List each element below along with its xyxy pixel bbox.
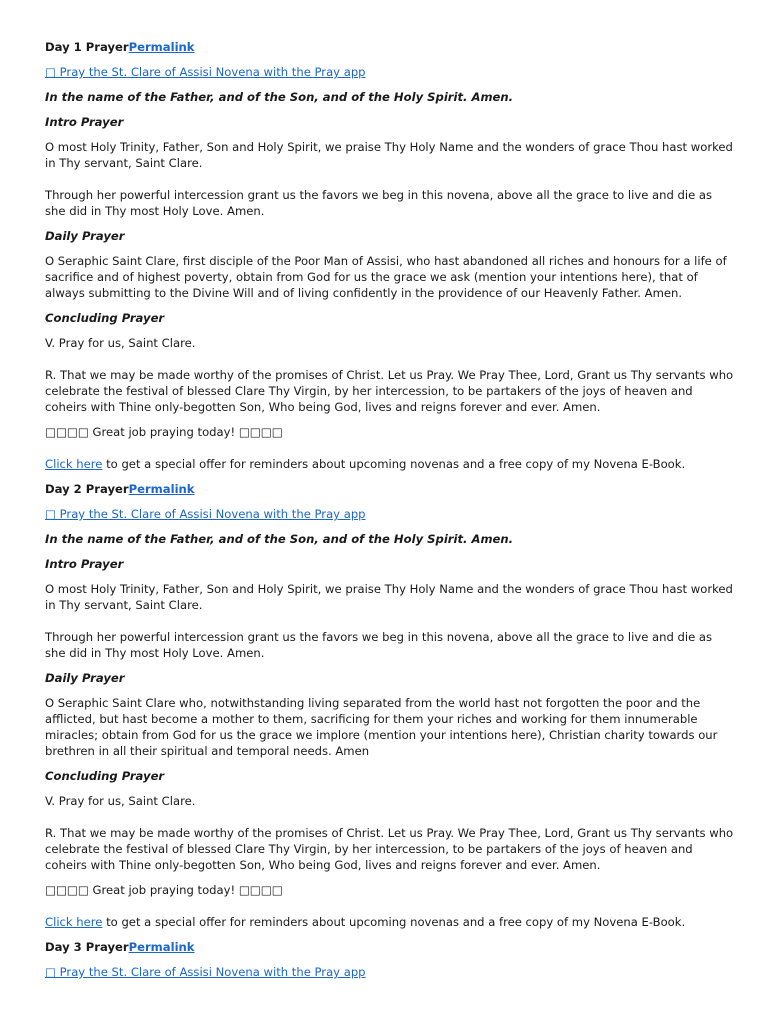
intro-prayer-paragraph-1: O most Holy Trinity, Father, Son and Holy Spirit, we praise Thy Holy Name and the wonders of grace Thou hast worked in Thy servant, Saint Clare. [45,582,733,612]
intro-prayer-heading: Intro Prayer [45,115,124,129]
concluding-prayer-heading: Concluding Prayer [45,311,165,325]
intro-prayer-paragraph-2: Through her powerful intercession grant us the favors we beg in this novena, above all the grace to live and die as she did in Thy most Holy Love. Amen. [45,188,713,218]
great-job-message: □□□□ Great job praying today! □□□□ [45,425,283,439]
pray-app-link[interactable]: □ Pray the St. Clare of Assisi Novena with the Pray app [45,965,366,979]
daily-prayer-heading: Daily Prayer [45,229,125,243]
response: R. That we may be made worthy of the promises of Christ. Let us Pray. We Pray Thee, Lord, Grant us Thy servants who celebrate the festival of blessed Clare Thy Virgin, by her intercession, to be partakers of the joys of heaven and coheirs with Thine only-begotten Son, Who being God, lives and reigns forever and ever. Amen. [45,368,734,414]
opening-prayer: In the name of the Father, and of the Son, and of the Holy Spirit. Amen. [45,90,514,104]
permalink-link[interactable]: Permalink [128,40,195,54]
pray-app-link[interactable]: □ Pray the St. Clare of Assisi Novena with the Pray app [45,507,366,521]
app-link-line [45,64,735,80]
day-2-heading [45,481,735,497]
response: R. That we may be made worthy of the promises of Christ. Let us Pray. We Pray Thee, Lord, Grant us Thy servants who celebrate the festival of blessed Clare Thy Virgin, by her intercession, to be partakers of the joys of heaven and coheirs with Thine only-begotten Son, Who being God, lives and reigns forever and ever. Amen. [45,826,734,872]
versicle: V. Pray for us, Saint Clare. [45,336,196,350]
daily-prayer-heading: Daily Prayer [45,671,125,685]
daily-prayer-text: O Seraphic Saint Clare, first disciple of the Poor Man of Assisi, who hast abandoned all riches and honours for a life of sacrifice and of highest poverty, obtain from God for us the grace we ask (mention your intentions here), that of always submitting to the Divine Will and of living confidently in the providence of our Heavenly Father. Amen. [45,254,727,300]
day-title: Day 3 Prayer [45,940,129,954]
offer-line [45,456,735,472]
permalink-link[interactable]: Permalink [128,482,195,496]
intro-prayer-paragraph-1: O most Holy Trinity, Father, Son and Holy Spirit, we praise Thy Holy Name and the wonders of grace Thou hast worked in Thy servant, Saint Clare. [45,140,733,170]
daily-prayer-text: O Seraphic Saint Clare who, notwithstanding living separated from the world hast not forgotten the poor and the afflicted, but hast become a mother to them, sacrificing for them your riches and working for them innumerable miracles; obtain from God for us the grace we implore (mention your intentions here), Christian charity towards our brethren in all their spiritual and temporal needs. Amen [45,696,718,758]
app-link-line [45,964,735,980]
day-1-heading [45,39,735,55]
intro-prayer-heading: Intro Prayer [45,557,124,571]
intro-prayer-paragraph-2: Through her powerful intercession grant us the favors we beg in this novena, above all the grace to live and die as she did in Thy most Holy Love. Amen. [45,630,713,660]
day-title: Day 2 Prayer [45,482,129,496]
versicle: V. Pray for us, Saint Clare. [45,794,196,808]
great-job-message: □□□□ Great job praying today! □□□□ [45,883,283,897]
concluding-prayer-heading: Concluding Prayer [45,769,165,783]
day-title: Day 1 Prayer [45,40,129,54]
offer-text: to get a special offer for reminders about upcoming novenas and a free copy of my Novena E-Book. [102,457,686,471]
click-here-link[interactable]: Click here [45,915,103,929]
click-here-link[interactable]: Click here [45,457,103,471]
document-body [45,39,735,980]
day-3-heading [45,939,735,955]
permalink-link[interactable]: Permalink [128,940,195,954]
opening-prayer: In the name of the Father, and of the Son, and of the Holy Spirit. Amen. [45,532,514,546]
offer-line [45,914,735,930]
app-link-line [45,506,735,522]
offer-text: to get a special offer for reminders about upcoming novenas and a free copy of my Novena E-Book. [102,915,686,929]
pray-app-link[interactable]: □ Pray the St. Clare of Assisi Novena with the Pray app [45,65,366,79]
